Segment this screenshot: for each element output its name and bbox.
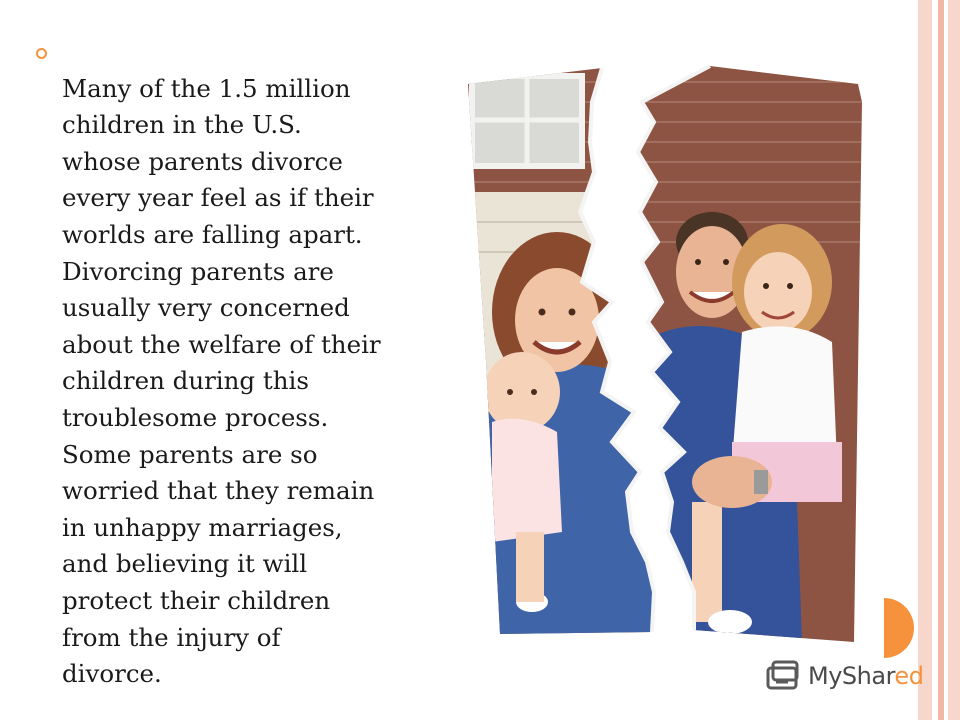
text-line: divorce.: [62, 659, 162, 689]
text-line: children during this: [62, 366, 309, 396]
text-line: worlds are falling apart.: [62, 219, 363, 249]
text-line: every year feel as if their: [62, 183, 374, 213]
text-line: Some parents are so: [62, 439, 318, 469]
half-circle-decoration: [884, 598, 914, 658]
myshared-watermark: [766, 656, 923, 696]
text-line: protect their children: [62, 585, 331, 615]
text-line: in unhappy marriages,: [62, 512, 343, 542]
text-line: whose parents divorce: [62, 146, 343, 176]
text-line: from the injury of: [62, 622, 281, 652]
text-line: usually very concerned: [62, 293, 350, 323]
watermark-text: [808, 662, 923, 690]
watermark-text-shar: Shar: [841, 662, 895, 690]
myshared-logo-icon: [766, 660, 802, 692]
text-line: about the welfare of their: [62, 329, 381, 359]
slide-body-text: [62, 34, 442, 693]
text-line: and believing it will: [62, 549, 308, 579]
torn-family-photo: [462, 62, 882, 652]
text-line: worried that they remain: [62, 476, 375, 506]
text-line: children in the U.S.: [62, 110, 302, 140]
watermark-text-ed: ed: [894, 662, 924, 690]
photo-right-piece: [622, 62, 882, 652]
text-line: troublesome process.: [62, 402, 329, 432]
border-strip-edge: [948, 0, 960, 720]
text-line: Divorcing parents are: [62, 256, 334, 286]
border-strip-outer: [918, 0, 932, 720]
text-line: Many of the 1.5 million: [62, 73, 351, 103]
watermark-text-my: My: [808, 662, 842, 690]
bullet-icon: [36, 48, 47, 59]
